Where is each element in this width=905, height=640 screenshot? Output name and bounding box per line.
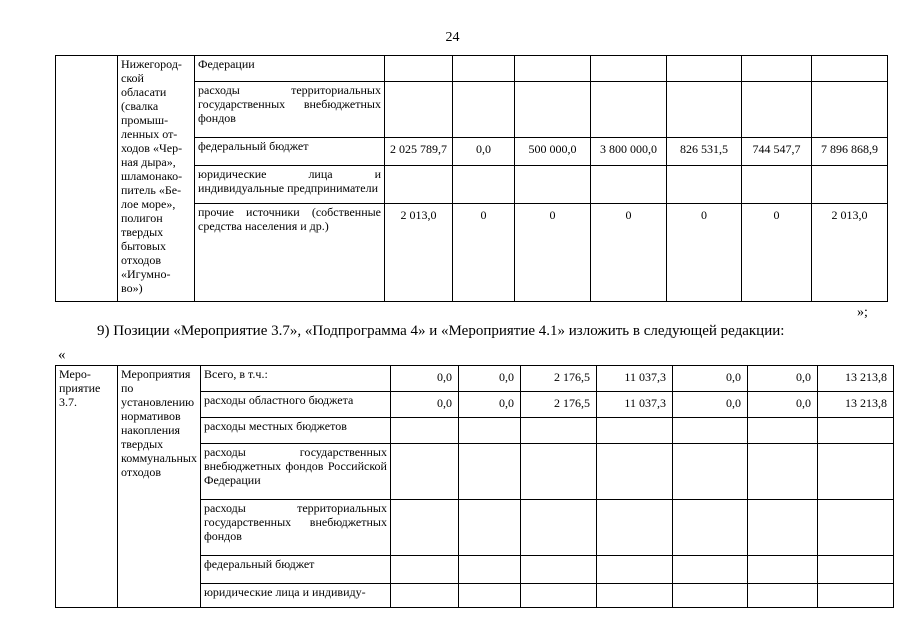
value-cell: 0,0 [453, 138, 515, 166]
value-cell: 7 896 868,9 [812, 138, 888, 166]
funding-source-cell: расходы местных бюджетов [200, 418, 390, 444]
value-cell: 2 176,5 [520, 392, 596, 418]
value-cell [385, 166, 453, 204]
value-cell: 13 213,8 [817, 366, 893, 392]
value-cell: 0,0 [390, 392, 458, 418]
value-cell [817, 500, 893, 556]
value-cell: 744 547,7 [742, 138, 812, 166]
value-cell: 0 [667, 204, 742, 302]
funding-source-cell: расходы территориальных государственных внебюджетных фондов [195, 82, 385, 138]
value-cell [817, 444, 893, 500]
value-cell: 0,0 [390, 366, 458, 392]
value-cell [596, 584, 672, 608]
value-cell: 0 [591, 204, 667, 302]
value-cell [812, 56, 888, 82]
funding-source-cell: юридические лица и индивидуальные предприниматели [195, 166, 385, 204]
value-cell: 0,0 [747, 392, 817, 418]
value-cell: 3 800 000,0 [591, 138, 667, 166]
value-cell [385, 82, 453, 138]
value-cell [596, 444, 672, 500]
value-cell: 500 000,0 [515, 138, 591, 166]
value-cell [385, 56, 453, 82]
value-cell [390, 418, 458, 444]
value-cell [596, 418, 672, 444]
value-cell: 0,0 [672, 366, 747, 392]
value-cell: 0 [742, 204, 812, 302]
value-cell [817, 556, 893, 584]
closing-quote: »; [857, 305, 868, 320]
value-cell: 2 013,0 [812, 204, 888, 302]
value-cell [520, 500, 596, 556]
value-cell [591, 82, 667, 138]
value-cell [520, 556, 596, 584]
table-row [56, 366, 894, 392]
value-cell: 2 013,0 [385, 204, 453, 302]
value-cell: 2 176,5 [520, 366, 596, 392]
value-cell [817, 584, 893, 608]
value-cell [515, 166, 591, 204]
value-cell [672, 500, 747, 556]
value-cell [667, 82, 742, 138]
value-cell [817, 418, 893, 444]
value-cell [667, 56, 742, 82]
value-cell [742, 166, 812, 204]
value-cell: 826 531,5 [667, 138, 742, 166]
value-cell [520, 584, 596, 608]
value-cell: 13 213,8 [817, 392, 893, 418]
value-cell [591, 56, 667, 82]
value-cell [672, 584, 747, 608]
empty-number-cell [56, 56, 118, 302]
funding-source-cell: прочие источники (собственные средства населения и др.) [195, 204, 385, 302]
funding-source-cell: расходы территориальных государственных внебюджетных фондов [200, 500, 390, 556]
value-cell: 2 025 789,7 [385, 138, 453, 166]
value-cell [390, 556, 458, 584]
funding-source-cell: расходы областного бюджета [200, 392, 390, 418]
value-cell: 0,0 [458, 366, 520, 392]
value-cell [672, 444, 747, 500]
budget-table-continued [55, 55, 888, 302]
value-cell [742, 56, 812, 82]
page-number: 24 [445, 30, 460, 45]
measure-number-cell: Меро-приятие 3.7. [56, 366, 118, 608]
value-cell [458, 500, 520, 556]
value-cell [812, 166, 888, 204]
value-cell [672, 556, 747, 584]
budget-table-new-edition [55, 365, 894, 608]
value-cell: 0,0 [458, 392, 520, 418]
value-cell [742, 82, 812, 138]
value-cell [520, 444, 596, 500]
value-cell: 0,0 [747, 366, 817, 392]
funding-source-cell: расходы государственных внебюджетных фондов Российской Федерации [200, 444, 390, 500]
value-cell [515, 56, 591, 82]
value-cell [458, 556, 520, 584]
value-cell [747, 584, 817, 608]
value-cell [747, 500, 817, 556]
value-cell [458, 584, 520, 608]
opening-quote: « [58, 347, 66, 363]
value-cell [515, 82, 591, 138]
table-row [56, 56, 888, 82]
value-cell [458, 444, 520, 500]
funding-source-cell: Всего, в т.ч.: [200, 366, 390, 392]
value-cell [672, 418, 747, 444]
value-cell [390, 444, 458, 500]
value-cell [596, 500, 672, 556]
value-cell: 11 037,3 [596, 366, 672, 392]
funding-source-cell: юридические лица и индивиду- [200, 584, 390, 608]
value-cell [667, 166, 742, 204]
value-cell: 0,0 [672, 392, 747, 418]
value-cell [458, 418, 520, 444]
funding-source-cell: федеральный бюджет [195, 138, 385, 166]
value-cell [520, 418, 596, 444]
value-cell [390, 584, 458, 608]
value-cell [596, 556, 672, 584]
value-cell [747, 444, 817, 500]
object-name-cell: Нижегород-ской обласати (свалка промыш-ленных от-ходов «Чер-ная дыра», шламонако-питель «Бе-лое море», полигон твердых бытовых отходов «Игумно-во») [118, 56, 195, 302]
funding-source-cell: Федерации [195, 56, 385, 82]
value-cell [453, 82, 515, 138]
instruction-paragraph: 9) Позиции «Мероприятие 3.7», «Подпрограмма 4» и «Мероприятие 4.1» изложить в следующей редакции: [97, 323, 785, 339]
value-cell [812, 82, 888, 138]
value-cell [390, 500, 458, 556]
value-cell [591, 166, 667, 204]
funding-source-cell: федеральный бюджет [200, 556, 390, 584]
value-cell: 0 [515, 204, 591, 302]
measure-name-cell: Мероприятия по установлению нормативов накопления твердых коммунальных отходов [118, 366, 201, 608]
value-cell [747, 556, 817, 584]
value-cell [453, 56, 515, 82]
value-cell [453, 166, 515, 204]
value-cell: 11 037,3 [596, 392, 672, 418]
value-cell: 0 [453, 204, 515, 302]
value-cell [747, 418, 817, 444]
